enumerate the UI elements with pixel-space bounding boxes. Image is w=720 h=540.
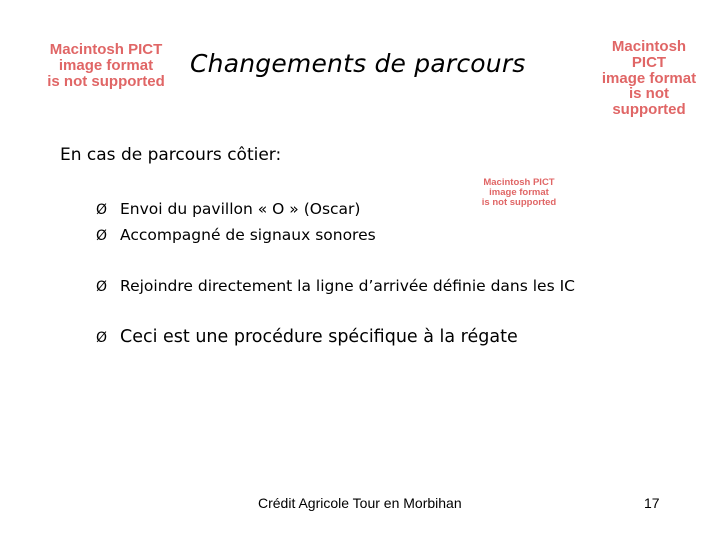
unsupported-image-placeholder-right xyxy=(598,39,700,118)
slide-title: Changements de parcours xyxy=(190,49,526,78)
bullet-item xyxy=(96,226,376,244)
placeholder-line: image format xyxy=(601,69,697,87)
placeholder-line: is not supported xyxy=(481,196,557,208)
slide-footer: Crédit Agricole Tour en Morbihan xyxy=(258,495,462,511)
placeholder-line: Macintosh PICT xyxy=(49,41,163,58)
placeholder-line: image format xyxy=(58,56,154,74)
bullet-arrow-icon: Ø xyxy=(96,279,108,295)
bullet-text: Rejoindre directement la ligne d’arrivée définie dans les IC xyxy=(120,277,575,295)
bullet-text: Accompagné de signaux sonores xyxy=(120,226,376,244)
bullet-item xyxy=(96,327,518,347)
placeholder-line: Macintosh PICT xyxy=(483,177,555,188)
placeholder-line: image format xyxy=(489,186,549,198)
bullet-text: Envoi du pavillon « O » (Oscar) xyxy=(120,200,361,218)
placeholder-line: is not supported xyxy=(47,72,165,90)
bullet-item xyxy=(96,200,360,218)
unsupported-image-placeholder-left xyxy=(36,42,176,89)
bullet-text: Ceci est une procédure spécifique à la régate xyxy=(120,327,518,347)
bullet-arrow-icon: Ø xyxy=(96,330,108,346)
slide-intro: En cas de parcours côtier: xyxy=(60,145,282,165)
bullet-arrow-icon: Ø xyxy=(96,228,108,244)
bullet-item xyxy=(96,277,575,295)
bullet-arrow-icon: Ø xyxy=(96,202,108,218)
page-number: 17 xyxy=(644,495,660,511)
placeholder-line: Macintosh PICT xyxy=(611,38,687,71)
unsupported-image-placeholder-middle xyxy=(478,178,560,208)
placeholder-line: is not supported xyxy=(612,85,686,118)
